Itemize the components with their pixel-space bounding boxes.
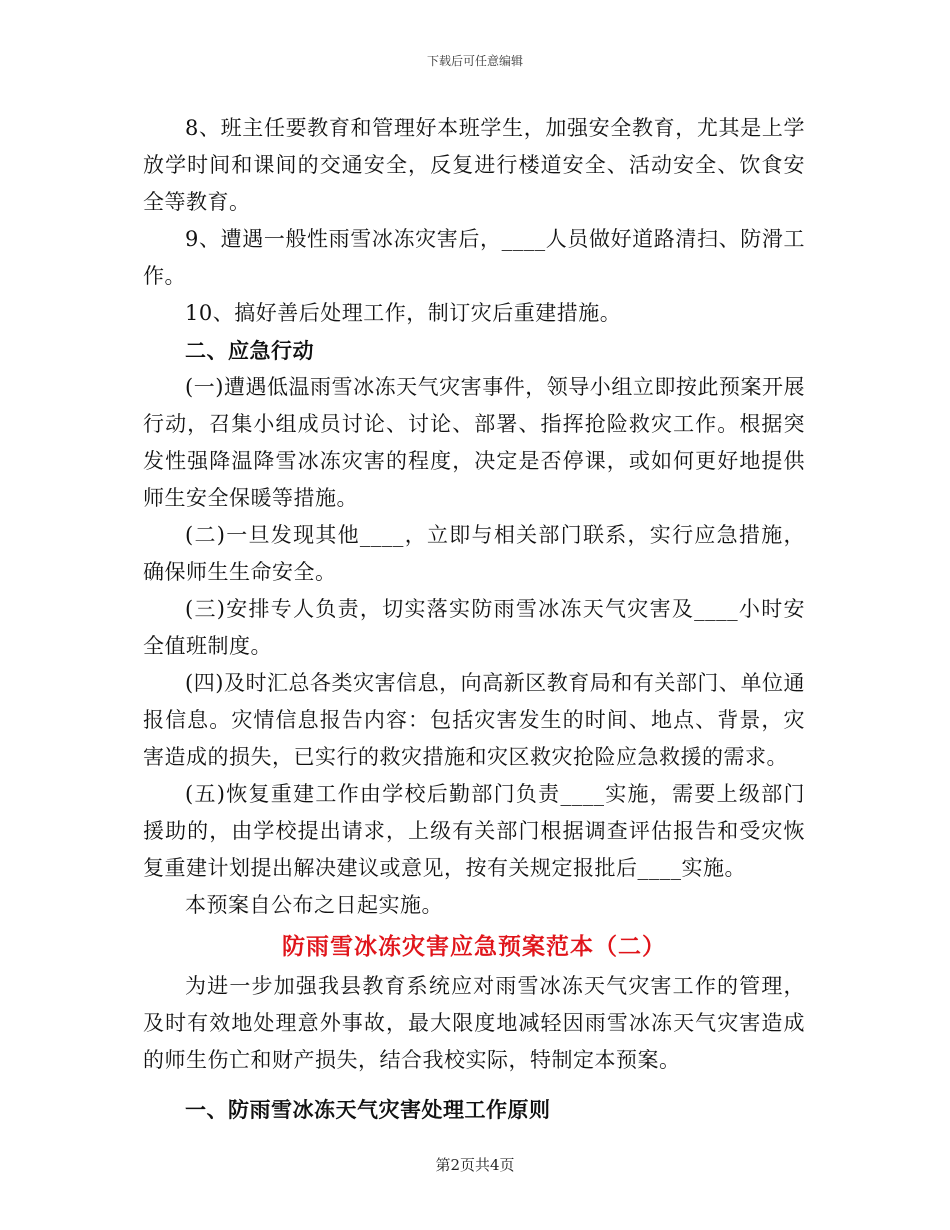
section-heading-emergency-action: 二、应急行动 <box>185 338 314 363</box>
page-footer-number: 第2页共4页 <box>435 1156 515 1174</box>
document-body <box>143 110 805 1128</box>
emergency-item-4: (四)及时汇总各类灾害信息，向高新区教育局和有关部门、单位通报信息。灾情信息报告内容：包括灾害发生的时间、地点、背景，灾害造成的损失，已实行的救灾措施和灾区救灾抢险应急救援的需求。 <box>143 671 805 769</box>
effective-date-statement: 本预案自公布之日起实施。 <box>185 893 443 917</box>
paragraph-item-9: 9、遭遇一般性雨雪冰冻灾害后，____人员做好道路清扫、防滑工作。 <box>143 227 805 288</box>
document-title-2: 防雨雪冰冻灾害应急预案范本（二） <box>282 933 666 960</box>
paragraph-item-8: 8、班主任要教育和管理好本班学生，加强安全教育，尤其是上学放学时间和课间的交通安全，反复进行楼道安全、活动安全、饮食安全等教育。 <box>143 116 805 214</box>
emergency-item-2: (二)一旦发现其他____，立即与相关部门联系，实行应急措施，确保师生生命安全。 <box>143 523 805 584</box>
emergency-item-3: (三)安排专人负责，切实落实防雨雪冰冻天气灾害及____小时安全值班制度。 <box>143 597 805 658</box>
section-heading-principles: 一、防雨雪冰冻天气灾害处理工作原则 <box>185 1097 551 1122</box>
paragraph-item-10: 10、搞好善后处理工作，制订灾后重建措施。 <box>185 301 622 325</box>
intro-paragraph: 为进一步加强我县教育系统应对雨雪冰冻天气灾害工作的管理，及时有效地处理意外事故，最大限度地减轻因雨雪冰冻天气灾害造成的师生伤亡和财产损失，结合我校实际，特制定本预案。 <box>143 974 805 1072</box>
emergency-item-5: (五)恢复重建工作由学校后勤部门负责____实施，需要上级部门援助的，由学校提出请求，上级有关部门根据调查评估报告和受灾恢复重建计划提出解决建议或意见，按有关规定报批后____实施。 <box>143 782 805 880</box>
page-header-note: 下载后可任意编辑 <box>426 54 523 68</box>
emergency-item-1: (一)遭遇低温雨雪冰冻天气灾害事件，领导小组立即按此预案开展行动，召集小组成员讨论、讨论、部署、指挥抢险救灾工作。根据突发性强降温降雪冰冻灾害的程度，决定是否停课，或如何更好地提供师生安全保暖等措施。 <box>143 375 805 510</box>
